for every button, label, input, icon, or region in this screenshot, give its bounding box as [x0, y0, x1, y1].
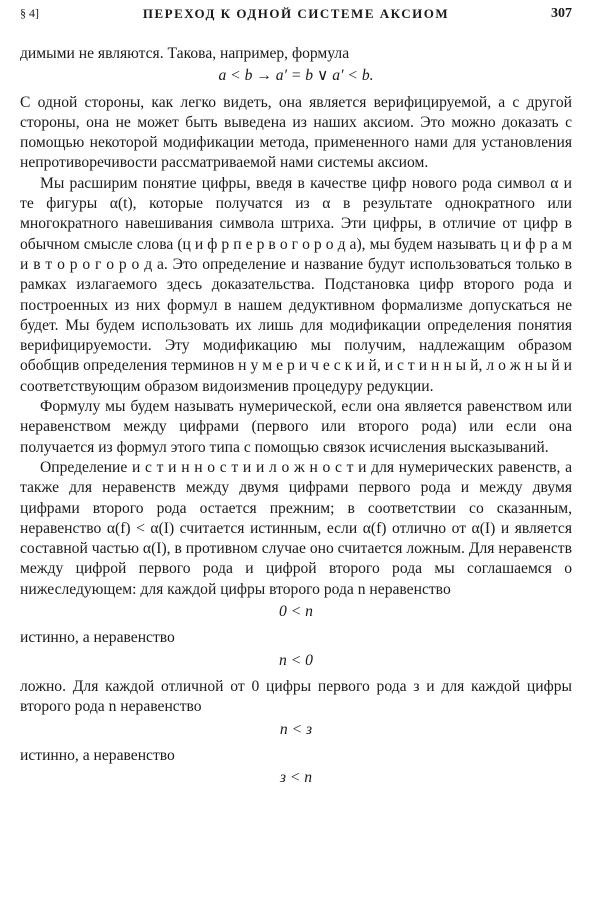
formula-1: a < b → a′ = b ∨ a′ < b. — [218, 67, 374, 85]
paragraph-6: ложно. Для каждой отличной от 0 цифры первого рода з и для каждой цифры второго рода n неравенство — [20, 677, 572, 716]
formula-3: n < 0 — [279, 651, 313, 669]
body-text — [20, 44, 572, 794]
paragraph-3: Формулу мы будем называть нумерической, если она является равенством или неравенством между цифрами (первого или второго рода) или если она получается из формул этого типа с помощью связок исчисления высказываний. — [20, 398, 572, 456]
formula-2: 0 < n — [279, 603, 313, 621]
page-number: 307 — [551, 6, 572, 21]
running-title: ПЕРЕХОД К ОДНОЙ СИСТЕМЕ АКСИОМ — [142, 6, 450, 21]
paragraph-0: димыми не являются. Такова, например, формула — [20, 45, 350, 62]
formula-5: з < n — [279, 769, 313, 787]
page-header — [20, 6, 572, 26]
formula-4: n < з — [279, 720, 313, 738]
paragraph-7: истинно, а неравенство — [20, 746, 175, 764]
paragraph-5: истинно, а неравенство — [20, 629, 175, 647]
paragraph-4: Определение и с т и н н о с т и и л о ж н о с т и для нумерических равенств, а также для неравенств между двумя цифрами первого рода и между двумя цифрами второго рода остается прежним; в соответствии со сказанным, неравенство α(f) < α(I) считается истинным, если α(f) отлично от α(I) и является составной частью α(I), в противном случае оно считается ложным. Для неравенств между цифрой первого рода и цифрой второго рода мы соглашаемся о нижеследующем: для каждой цифры второго рода n неравенство — [20, 458, 572, 598]
section-number: § 4] — [20, 6, 39, 20]
paragraph-2: Мы расширим понятие цифры, введя в качестве цифр нового рода символ α и те фигуры α(t), которые получатся из α в результате однократного или многократного навешивания символа штриха. Эти цифры, в отличие от цифр в обычном смысле слова (ц и ф р п е р в о г о р о д а), мы будем называть ц и ф р а м и в т о р о г о р о д а. Это определение и название будут использоваться только в рамках излагаемого здесь доказательства. Подстановка цифр второго рода и построенных из них формул в нашем дедуктивном формализме допускаться не будет. Мы будем использовать их лишь для модификации определения понятия верифицируемости. Эту модификацию мы получим, надлежащим образом обобщив определения терминов н у м е р и ч е с к и й, и с т и н н ы й, л о ж н ы й и соответствующим образом видоизменив процедуру редукции. — [20, 174, 572, 395]
paragraph-1: С одной стороны, как легко видеть, она является верифицируемой, а с другой стороны, она не может быть выведена из наших аксиом. Это можно доказать с помощью некоторой модификации метода, примененного нами для установления непротиворечивости рассматриваемой нами системы аксиом. — [20, 93, 572, 172]
